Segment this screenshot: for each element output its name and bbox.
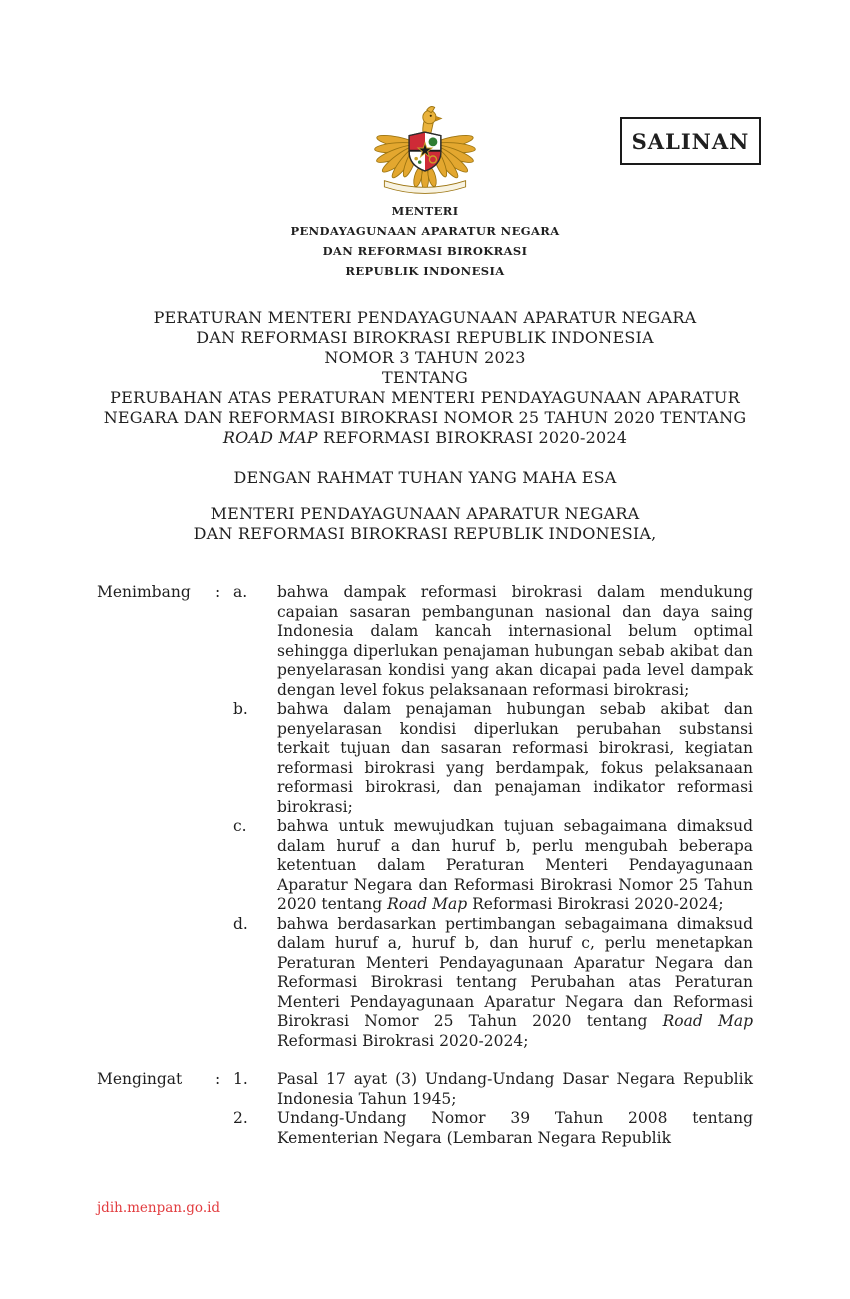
- menimbang-item-d: [233, 915, 753, 1052]
- enacting-authority: [0, 504, 850, 544]
- mengingat-item-2: [233, 1109, 753, 1148]
- item-text: Pasal 17 ayat (3) Undang-Undang Dasar Negara Republik Indonesia Tahun 1945;: [277, 1070, 753, 1108]
- menimbang-colon: :: [215, 583, 221, 601]
- mengingat-label: Mengingat: [97, 1070, 183, 1088]
- mengingat-colon: :: [215, 1070, 221, 1088]
- title-line-6: NEGARA DAN REFORMASI BIROKRASI NOMOR 25 TAHUN 2020 TENTANG: [103, 408, 747, 427]
- menimbang-items: [233, 583, 753, 1051]
- menimbang-item-c: [233, 817, 753, 915]
- item-text: bahwa dampak reformasi birokrasi dalam mendukung capaian sasaran pembangunan nasional dan daya saing Indonesia dalam kancah internasional belum optimal sehingga diperlukan penajaman hubungan sebab akibat dan penyelarasan kondisi yang akan dicapai pada level dampak dengan level fokus pelaksanaan reformasi birokrasi;: [277, 583, 753, 699]
- menimbang-item-b: [233, 700, 753, 817]
- title-line-5: PERUBAHAN ATAS PERATURAN MENTERI PENDAYAGUNAAN APARATUR: [110, 388, 740, 407]
- title-line-7: ROAD MAP REFORMASI BIROKRASI 2020-2024: [222, 428, 628, 447]
- item-marker: 2.: [233, 1109, 248, 1127]
- authority-line-2: DAN REFORMASI BIROKRASI REPUBLIK INDONESIA,: [193, 524, 657, 543]
- garuda-emblem: [372, 95, 478, 201]
- item-marker: 1.: [233, 1070, 248, 1088]
- item-marker: b.: [233, 700, 248, 718]
- letterhead-line-2: PENDAYAGUNAAN APARATUR NEGARA: [290, 224, 560, 238]
- letterhead-line-3: DAN REFORMASI BIROKRASI: [322, 244, 528, 258]
- regulation-title: [0, 308, 850, 448]
- title-line-2: DAN REFORMASI BIROKRASI REPUBLIK INDONESIA: [196, 328, 654, 347]
- menimbang-item-a: [233, 583, 753, 700]
- salinan-stamp: [620, 117, 761, 165]
- authority-line-1: MENTERI PENDAYAGUNAAN APARATUR NEGARA: [210, 504, 640, 523]
- mengingat-section: [97, 1070, 753, 1148]
- item-text: Undang-Undang Nomor 39 Tahun 2008 tentang Kementerian Negara (Lembaran Negara Republik: [277, 1109, 753, 1147]
- invocation-line: DENGAN RAHMAT TUHAN YANG MAHA ESA: [233, 468, 617, 487]
- title-line-4: TENTANG: [382, 368, 468, 387]
- salinan-stamp-label: SALINAN: [631, 128, 750, 154]
- garuda-pancasila-icon: [372, 95, 478, 201]
- item-marker: c.: [233, 817, 247, 835]
- letterhead-line-1: MENTERI: [391, 204, 459, 218]
- mengingat-item-1: [233, 1070, 753, 1109]
- menimbang-section: [97, 583, 753, 1051]
- title-line-1: PERATURAN MENTERI PENDAYAGUNAAN APARATUR NEGARA: [153, 308, 697, 327]
- item-marker: a.: [233, 583, 248, 601]
- ministry-letterhead: [0, 201, 850, 281]
- item-text: bahwa berdasarkan pertimbangan sebagaimana dimaksud dalam huruf a, huruf b, dan huruf c, perlu menetapkan Peraturan Menteri Pendayagunaan Aparatur Negara dan Reformasi Birokrasi tentang Perubahan atas Peraturan Menteri Pendayagunaan Aparatur Negara dan Reformasi Birokrasi Nomor 25 Tahun 2020 tentang Road Map Reformasi Birokrasi 2020-2024;: [277, 914, 753, 1050]
- letterhead-line-4: REPUBLIK INDONESIA: [345, 264, 505, 278]
- title-line-3: NOMOR 3 TAHUN 2023: [324, 348, 526, 367]
- jdih-footer-link[interactable]: jdih.menpan.go.id: [97, 1200, 221, 1216]
- item-marker: d.: [233, 914, 248, 933]
- menimbang-label: Menimbang: [97, 583, 191, 601]
- item-text: bahwa dalam penajaman hubungan sebab akibat dan penyelarasan kondisi diperlukan perubahan substansi terkait tujuan dan sasaran reformasi birokrasi, kegiatan reformasi birokrasi yang berdampak, fokus pelaksanaan reformasi birokrasi, dan penajaman indikator reformasi birokrasi;: [277, 700, 753, 816]
- mengingat-items: [233, 1070, 753, 1148]
- item-text: bahwa untuk mewujudkan tujuan sebagaimana dimaksud dalam huruf a dan huruf b, perlu mengubah beberapa ketentuan dalam Peraturan Menteri Pendayagunaan Aparatur Negara dan Reformasi Birokrasi Nomor 25 Tahun 2020 tentang Road Map Reformasi Birokrasi 2020-2024;: [277, 817, 753, 913]
- preamble-clauses: [97, 583, 753, 1148]
